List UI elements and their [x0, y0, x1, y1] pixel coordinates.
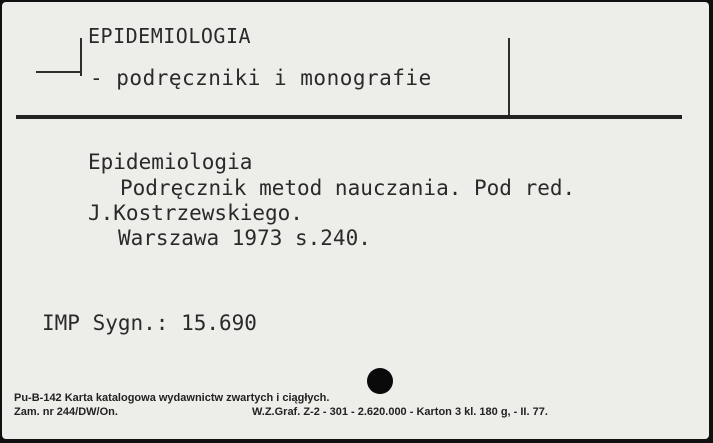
footer-form-text: Pu-B-142 Karta katalogowa wydawnictw zwartych i ciągłych. [14, 392, 330, 404]
subject-heading: EPIDEMIOLOGIA [88, 24, 252, 48]
punch-hole [367, 368, 393, 394]
entry-imprint-line: Warszawa 1973 s.240. [118, 226, 371, 250]
header-divider-rule [16, 115, 682, 119]
footer-order-number: Zam. nr 244/DW/On. [14, 406, 118, 418]
footer-form-line [14, 392, 329, 404]
entry-editor-line: J.Kostrzewskiego. [88, 201, 303, 225]
header-left-horizontal-rule [36, 71, 82, 73]
header-right-vertical-rule [508, 38, 510, 118]
call-number: IMP Sygn.: 15.690 [42, 311, 257, 335]
catalog-card [2, 2, 709, 439]
entry-title-line: Epidemiologia [88, 150, 253, 174]
subject-subheading: - podręczniki i monografie [90, 66, 432, 90]
footer-print-line [14, 406, 548, 418]
entry-description-line: Podręcznik metod nauczania. Pod red. [120, 176, 576, 200]
footer-printer-info: W.Z.Graf. Z-2 - 301 - 2.620.000 - Karton 3 kl. 180 g, - II. 77. [252, 406, 548, 418]
